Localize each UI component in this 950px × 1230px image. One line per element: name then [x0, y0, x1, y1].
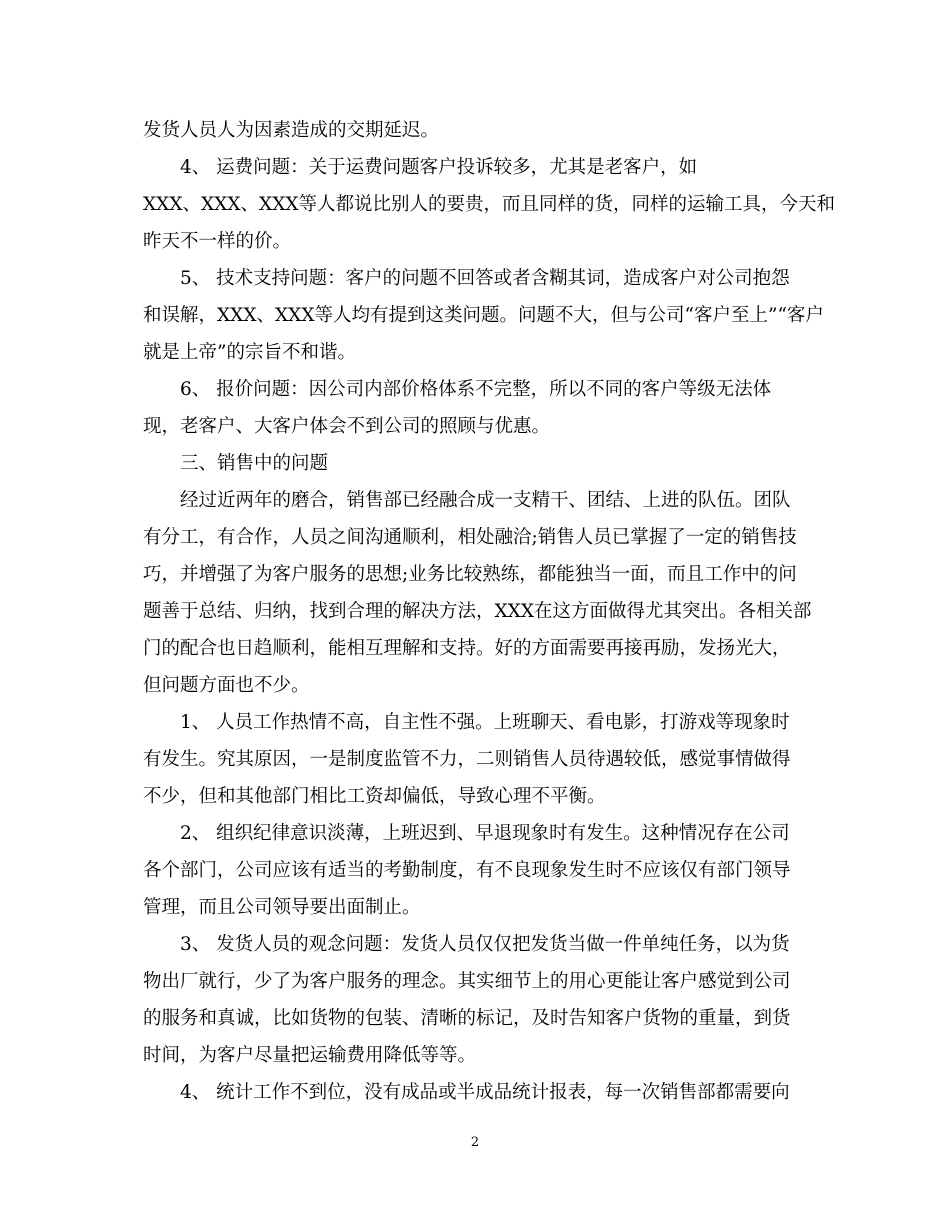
text-line: 3、 发货人员的观念问题：发货人员仅仅把发货当做一件单纯任务，以为货: [180, 934, 790, 955]
text-line: 有发生。究其原因，一是制度监管不力，二则销售人员待遇较低，感觉事情做得: [143, 749, 791, 770]
text-line: 各个部门，公司应该有适当的考勤制度，有不良现象发生时不应该仅有部门领导: [143, 860, 791, 881]
text-line: 就是上帝”的宗旨不和谐。: [143, 342, 356, 363]
text-line: 现，老客户、大客户体会不到公司的照顾与优惠。: [143, 416, 551, 437]
text-line: 2、 组织纪律意识淡薄，上班迟到、早退现象时有发生。这种情况存在公司: [180, 823, 790, 844]
text-line: 管理，而且公司领导要出面制止。: [143, 897, 421, 918]
text-line: 有分工，有合作，人员之间沟通顺利，相处融洽;销售人员已掌握了一定的销售技: [143, 527, 797, 548]
text-line: 物出厂就行，少了为客户服务的理念。其实细节上的用心更能让客户感觉到公司: [143, 971, 791, 992]
text-line: 的服务和真诚，比如货物的包装、清晰的标记，及时告知客户货物的重量，到货: [143, 1008, 791, 1029]
text-line: 不少，但和其他部门相比工资却偏低，导致心理不平衡。: [143, 786, 606, 807]
text-line: 1、 人员工作热情不高，自主性不强。上班聊天、看电影，打游戏等现象时: [180, 712, 790, 733]
text-line: 门的配合也日趋顺利，能相互理解和支持。好的方面需要再接再励，发扬光大，: [143, 638, 791, 659]
text-line: 经过近两年的磨合，销售部已经融合成一支精干、团结、上进的队伍。团队: [180, 490, 791, 511]
text-line: 4、 运费问题：关于运费问题客户投诉较多，尤其是老客户，如: [180, 157, 698, 178]
text-line: XXX、XXX、XXX等人都说比别人的要贵，而且同样的货，同样的运输工具，今天和: [143, 194, 836, 215]
text-line: 和误解，XXX、XXX等人均有提到这类问题。问题不大，但与公司“客户至上”“客户: [143, 305, 824, 326]
text-line: 4、 统计工作不到位，没有成品或半成品统计报表，每一次销售部都需要向: [180, 1082, 790, 1103]
text-line: 巧，并增强了为客户服务的思想;业务比较熟练，都能独当一面，而且工作中的问: [143, 564, 797, 585]
section-heading: 三、销售中的问题: [180, 453, 329, 474]
text-line: 5、 技术支持问题：客户的问题不回答或者含糊其词，造成客户对公司抱怨: [180, 268, 790, 289]
page-number: 2: [470, 1135, 480, 1150]
text-line: 时间，为客户尽量把运输费用降低等等。: [143, 1045, 477, 1066]
text-line: 昨天不一样的价。: [143, 231, 292, 252]
text-line: 6、 报价问题：因公司内部价格体系不完整，所以不同的客户等级无法体: [180, 379, 772, 400]
text-line: 题善于总结、归纳，找到合理的解决方法，XXX在这方面做得尤其突出。各相关部: [143, 601, 812, 622]
text-line: 发货人员人为因素造成的交期延迟。: [143, 120, 440, 141]
text-line: 但问题方面也不少。: [143, 675, 310, 696]
